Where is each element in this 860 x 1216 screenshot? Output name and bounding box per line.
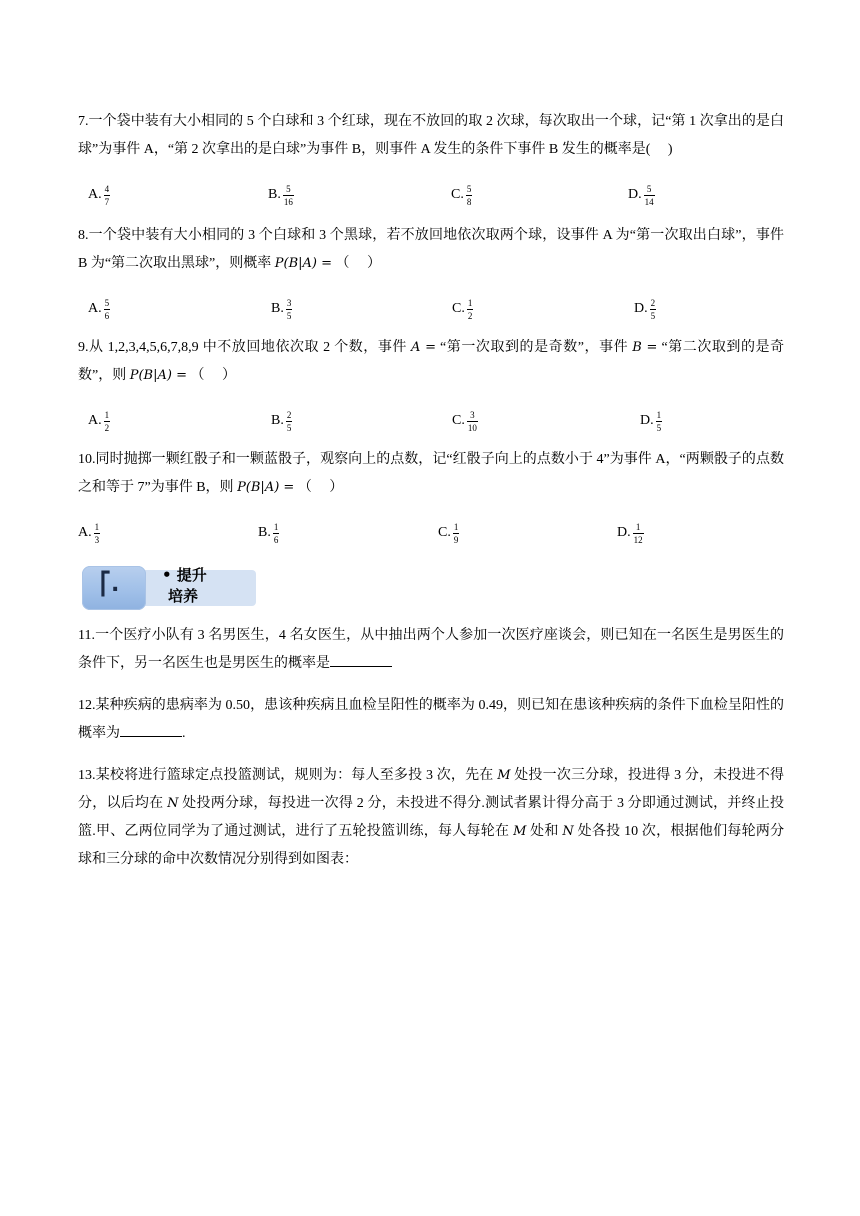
question-10-option-d[interactable] [617,518,644,548]
option-letter: C. [452,301,465,316]
option-fraction: $\frac{2}{5}$ [650,297,656,321]
option-letter: C. [438,525,451,540]
option-fraction: $\frac{1}{5}$ [656,409,662,433]
question-11-text: 11.一个医疗小队有 3 名男医生，4 名女医生，从中抽出两个人参加一次医疗座谈会，则已知在一名医生是男医生的条件下，另一名医生也是男医生的概率是 [78,628,784,671]
option-fraction: $\frac{3}{10}$ [467,409,477,433]
math-expression: P(B|A) = [274,256,333,271]
option-letter: B. [271,413,284,428]
question-7-text: 7.一个袋中装有大小相同的 5 个白球和 3 个红球，现在不放回的取 2 次球，每次取出一个球，记“第 1 次拿出的是白球”为事件 A，“第 2 次拿出的是白球”为事件 B，则事件 A 发生的条件下事件 B 发生的概率是( ) [78,114,784,157]
question-9-option-d[interactable] [640,406,662,436]
question-8-option-b[interactable] [271,294,292,324]
math-expression: B = [632,340,658,355]
math-expression: A = [411,340,436,355]
option-letter: A. [88,187,102,202]
math-variable: M [497,768,511,783]
question-8-option-d[interactable] [634,294,656,324]
question-10-option-b[interactable] [258,518,279,548]
answer-blank[interactable] [330,652,392,667]
section-title: • 提升 培养 [162,566,207,605]
option-fraction: $\frac{5}{16}$ [283,183,293,207]
math-variable: N [562,824,574,839]
question-9-option-c[interactable] [452,406,478,436]
question-7-option-d[interactable] [628,180,655,210]
option-fraction: $\frac{2}{5}$ [286,409,292,433]
question-8-option-a[interactable] [88,294,110,324]
question-9-option-b[interactable] [271,406,292,436]
option-fraction: $\frac{5}{6}$ [104,297,110,321]
option-fraction: $\frac{1}{3}$ [94,521,100,545]
option-fraction: $\frac{1}{12}$ [633,521,643,545]
math-variable: N [167,796,179,811]
question-9-options [0,406,860,436]
math-expression: P(B|A) = [237,480,295,495]
question-8-options [0,294,860,324]
option-letter: D. [628,187,642,202]
question-8-option-c[interactable] [452,294,473,324]
question-10-options [0,518,860,548]
question-7-option-c[interactable] [451,180,472,210]
option-letter: B. [268,187,281,202]
question-10-option-c[interactable] [438,518,459,548]
option-fraction: $\frac{1}{9}$ [453,521,459,545]
section-banner [82,566,256,610]
math-variable: M [513,824,527,839]
question-7-option-a[interactable] [88,180,110,210]
question-7-option-b[interactable] [268,180,294,210]
option-fraction: $\frac{1}{2}$ [467,297,473,321]
option-letter: D. [617,525,631,540]
option-letter: B. [258,525,271,540]
question-9-text: 9.从 1,2,3,4,5,6,7,8,9 中不放回地依次取 2 个数，事件 A = “第一次取到的是奇数”，事件 B = “第二次取到的是奇数”，则 P(B|A) = （ ） [78,340,785,383]
option-letter: C. [451,187,464,202]
option-letter: A. [78,525,92,540]
option-fraction: $\frac{3}{5}$ [286,297,292,321]
question-9-option-a[interactable] [88,406,110,436]
question-12-text: 12.某种疾病的患病率为 0.50，患该种疾病且血检呈阳性的概率为 0.49，则已知在患该种疾病的条件下血检呈阳性的概率为 . [78,698,784,741]
option-fraction: $\frac{5}{14}$ [644,183,654,207]
option-letter: D. [634,301,648,316]
question-8-text: 8.一个袋中装有大小相同的 3 个白球和 3 个黑球，若不放回地依次取两个球，设事件 A 为“第一次取出白球”，事件 B 为“第二次取出黑球”，则概率 P(B|A) = （ ） [78,228,784,271]
option-fraction: $\frac{5}{8}$ [466,183,472,207]
banner-mark-icon: ⎡. [100,572,120,597]
option-letter: C. [452,413,465,428]
option-fraction: $\frac{1}{6}$ [273,521,279,545]
option-fraction: $\frac{4}{7}$ [104,183,110,207]
option-fraction: $\frac{1}{2}$ [104,409,110,433]
question-10-text: 10.同时抛掷一颗红骰子和一颗蓝骰子，观察向上的点数，记“红骰子向上的点数小于 4”为事件 A，“两颗骰子的点数之和等于 7”为事件 B，则 P(B|A) = （ ） [78,452,784,495]
option-letter: B. [271,301,284,316]
question-7-options [0,180,860,210]
answer-blank[interactable] [120,722,182,737]
question-10-option-a[interactable] [78,518,100,548]
option-letter: A. [88,301,102,316]
option-letter: D. [640,413,654,428]
math-expression: P(B|A) = [129,368,187,383]
question-13-text: 13.某校将进行篮球定点投篮测试，规则为：每人至多投 3 次，先在 M 处投一次三分球，投进得 3 分，未投进不得分，以后均在 N 处投两分球，每投进一次得 2 分，未投进不得分.测试者累计得分高于 3 分即通过测试，并终止投篮.甲、乙两位同学为了通过测试，进行了五轮投篮训练，每人每轮在 M 处和 N 处各投 10 次，根据他们每轮两分球和三分球的命中次数情况分别得到如图表： [78,768,785,867]
option-letter: A. [88,413,102,428]
